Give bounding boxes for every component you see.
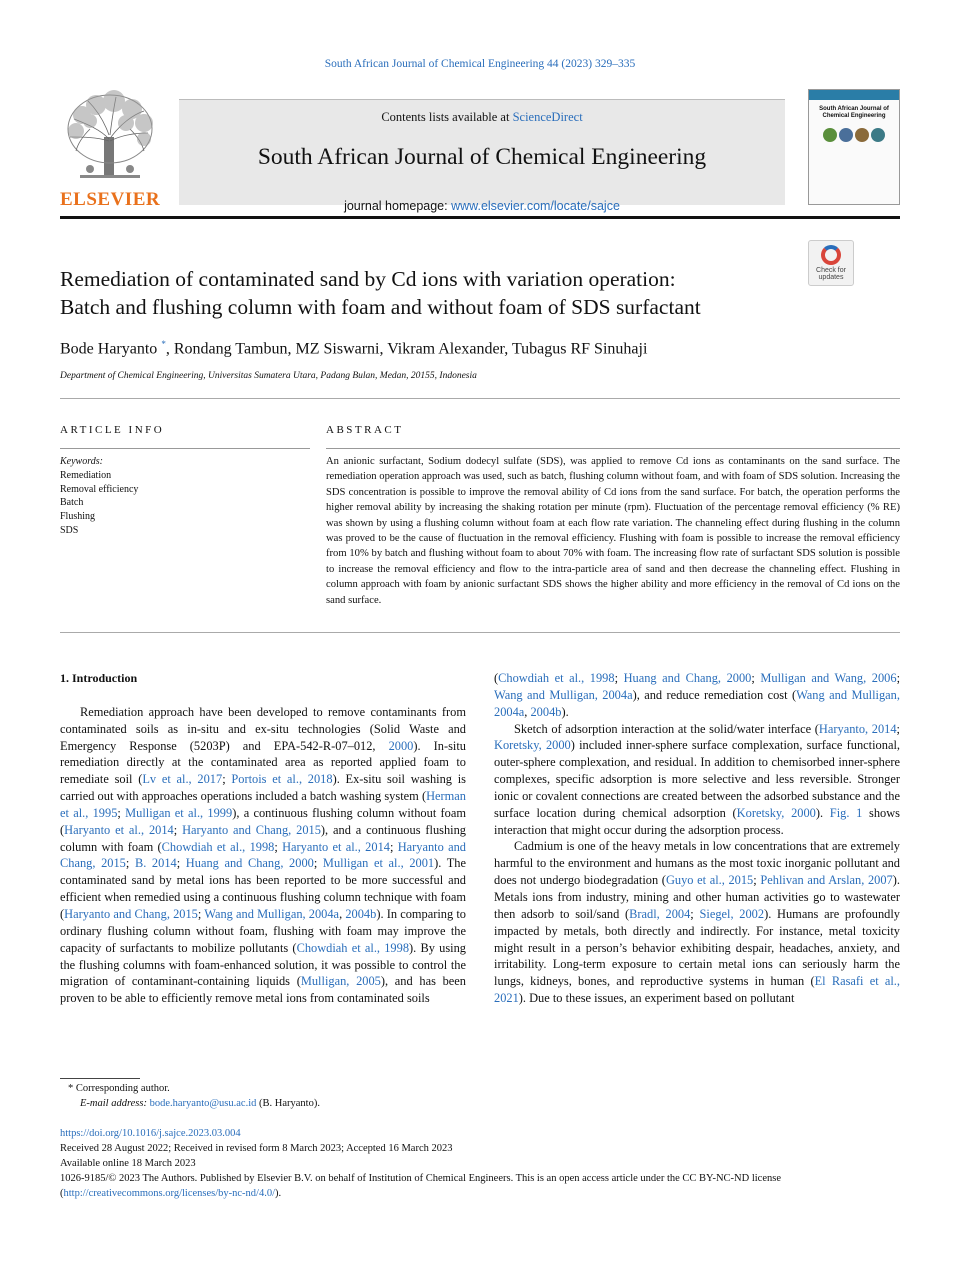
body-text: ; bbox=[222, 772, 232, 787]
footnote-rule bbox=[60, 1078, 140, 1079]
citation-link[interactable]: Haryanto et al., 2014 bbox=[64, 822, 174, 837]
article-footer bbox=[60, 1126, 900, 1201]
masthead-rule bbox=[60, 216, 900, 219]
body-text: ). In comparing to ordinary flushing column without foam, flushing with foam may improve the capacity of surfactants to mobilize pollutants ( bbox=[60, 906, 466, 955]
body-text: ), and has been proven to be able to efficiently remove metal ions from contaminated soils bbox=[60, 974, 466, 1006]
citation-link[interactable]: Koretsky, 2000 bbox=[494, 738, 571, 753]
citation-link[interactable]: 2004b bbox=[530, 704, 562, 719]
body-text: ; bbox=[176, 856, 186, 871]
header-divider bbox=[60, 398, 900, 399]
author-list bbox=[60, 339, 880, 358]
cover-images bbox=[809, 128, 899, 142]
journal-banner bbox=[179, 99, 785, 213]
paragraph bbox=[494, 838, 900, 1006]
body-right-column bbox=[494, 670, 900, 1007]
citation-link[interactable]: Koretsky, 2000 bbox=[736, 805, 816, 820]
body-text: ; bbox=[125, 856, 135, 871]
author-1[interactable]: Bode Haryanto bbox=[60, 340, 158, 358]
article-title bbox=[60, 265, 800, 321]
citation-link[interactable]: Mulligan, 2005 bbox=[300, 974, 381, 989]
paragraph bbox=[60, 704, 466, 1007]
other-authors: , Rondang Tambun, MZ Siswarni, Vikram Alexander, Tubagus RF Sinuhaji bbox=[165, 340, 648, 358]
citation-link[interactable]: Mulligan et al., 2001 bbox=[322, 856, 435, 871]
journal-name: South African Journal of Chemical Engineering bbox=[257, 144, 707, 170]
body-text: ; bbox=[614, 671, 624, 685]
cover-header-band bbox=[809, 90, 899, 100]
body-text: ). bbox=[815, 805, 830, 820]
citation-link[interactable]: Mulligan and Wang, 2006 bbox=[760, 671, 897, 685]
citation-link[interactable]: Wang and Mulligan, 2004a bbox=[494, 687, 633, 702]
license-text: 1026-9185/© 2023 The Authors. Published by Elsevier B.V. on behalf of Institution of Chemical Engineers. This is an open access article under the CC BY-NC-ND license ( bbox=[60, 1173, 781, 1199]
body-left-column bbox=[60, 670, 466, 1007]
available-online: Available online 18 March 2023 bbox=[60, 1158, 196, 1169]
section-heading-introduction: 1. Introduction bbox=[60, 671, 138, 685]
contents-line bbox=[179, 110, 785, 125]
citation-link[interactable]: Haryanto and Chang, 2015 bbox=[182, 822, 321, 837]
body-text: ; bbox=[274, 839, 283, 854]
corresponding-author-note: * Corresponding author. bbox=[68, 1083, 170, 1094]
abstract-rule bbox=[326, 448, 900, 449]
body-text: ( bbox=[494, 671, 499, 685]
keyword-item: Removal efficiency bbox=[60, 483, 139, 495]
citation-link[interactable]: Chowdiah et al., 1998 bbox=[498, 671, 615, 685]
body-text: , bbox=[339, 906, 346, 921]
license-suffix: ). bbox=[275, 1188, 282, 1199]
citation-link[interactable]: 2004b bbox=[345, 906, 377, 921]
license-statement bbox=[60, 1171, 900, 1201]
citation-link[interactable]: Herman et al., 1995 bbox=[60, 789, 466, 820]
citation-link[interactable]: Haryanto, 2014 bbox=[818, 721, 897, 736]
homepage-line bbox=[179, 199, 785, 213]
citation-link[interactable]: Mulligan et al., 1999 bbox=[125, 805, 233, 820]
email-link[interactable]: bode.haryanto@usu.ac.id bbox=[149, 1098, 257, 1109]
body-text: ; bbox=[751, 671, 761, 685]
body-text: ). Ex-situ soil washing is carried out with approaches operations included a batch washing system ( bbox=[60, 772, 466, 804]
citation-link[interactable]: Siegel, 2002 bbox=[699, 906, 765, 921]
citation-link[interactable]: El Rasafi et al., 2021 bbox=[494, 974, 900, 1006]
body-text: ; bbox=[313, 856, 323, 871]
abstract-heading: ABSTRACT bbox=[326, 424, 404, 436]
title-line-2: Batch and flushing column with foam and without foam of SDS surfactant bbox=[60, 295, 701, 319]
masthead bbox=[60, 89, 900, 219]
citation-link[interactable]: Bradl, 2004 bbox=[629, 906, 691, 921]
cover-title: South African Journal of Chemical Engineering bbox=[819, 106, 889, 119]
body-text: ; bbox=[389, 839, 398, 854]
body-text: Remediation approach have been developed to remove contaminants from contaminated soils as in-situ and ex-situ technologies (Solid Waste and Emergency Response (5203P) and EPA-542-R-07–012, bbox=[60, 704, 466, 753]
journal-cover-thumbnail[interactable] bbox=[808, 89, 900, 205]
body-text: , bbox=[524, 704, 531, 719]
citation-link[interactable]: Huang and Chang, 2000 bbox=[185, 856, 314, 871]
body-text: ; bbox=[896, 721, 900, 736]
body-text: ). By using the flushing columns with foam-enhanced solution, it was possible to control the migration of contaminant-containing liquids ( bbox=[60, 940, 466, 989]
received-dates: Received 28 August 2022; Received in revised form 8 March 2023; Accepted 16 March 2023 bbox=[60, 1143, 453, 1154]
check-updates-label: Check for updates bbox=[816, 267, 846, 281]
citation-link[interactable]: Huang and Chang, 2000 bbox=[623, 671, 752, 685]
body-text: ). Metals ions from industry, mining and other human activities go to wastewater then adsorb to soil/sand ( bbox=[494, 873, 900, 921]
body-text: ). The contaminated sand by metal ions has been reported to be more successful and efficient when remedied using a continuous flushing column technique with foam ( bbox=[60, 856, 467, 921]
paragraph bbox=[494, 670, 900, 721]
keyword-item: Batch bbox=[60, 497, 84, 509]
affiliation: Department of Chemical Engineering, Universitas Sumatera Utara, Padang Bulan, Medan, 20155, Indonesia bbox=[60, 371, 477, 381]
body-text: ; bbox=[117, 805, 126, 820]
citation-link[interactable]: Chowdiah et al., 1998 bbox=[161, 839, 275, 854]
contents-prefix: Contents lists available at bbox=[381, 110, 513, 124]
citation-link[interactable]: Wang and Mulligan, 2004a bbox=[494, 687, 900, 719]
keyword-item: SDS bbox=[60, 524, 79, 536]
abstract-text: An anionic surfactant, Sodium dodecyl sulfate (SDS), was applied to remove Cd ions as contaminants on the sand surface. The remediation operation approach was used, such as batch, flushing column without foam, and with foam of SDS solution. Increasing the SDS concentration is possible to improve the removal ability of Cd ions from the sand surface. For batch, the operation performs the higher removal ability by increasing the shaking rotation per minute (rpm). Fluctuation of the percentage removal efficiency (% RE) was shown by using a flushing column without foam at each flow rate variation. The channeling effect during flushing in the column was proved to be the cause of fluctuation in the removal efficiency. Flushing with foam is possible to increase the removal efficiency from 10% by batch and flushing without foam to about 70% with foam. The increasing flow rate of surfactant SDS solution is possible to increase the removal efficiency and flow to the intra-particle area of sand and then decrease the channeling effect. Flushing in column approach with foam by anionic surfactant SDS shows the higher ability and more efficiency in the removal of Cd ions on the sand surface. bbox=[326, 456, 900, 606]
email-suffix: (B. Haryanto). bbox=[256, 1098, 320, 1109]
article-info-rule bbox=[60, 448, 310, 449]
body-text: ; bbox=[896, 671, 901, 685]
check-for-updates-button[interactable] bbox=[808, 240, 854, 286]
body-text: ) included inner-sphere surface complexation, surface functional, outer-sphere complexation, and residual. In addition to chemisorbed inner-sphere complexes, specific adsorption is more selective and less reversible. Stronger ionic or covalent connections are created between the adsorbed substance and the surface location during chemical adsorption ( bbox=[494, 738, 900, 820]
paragraph bbox=[494, 721, 900, 839]
body-text: ). Due to these issues, an experiment based on pollutant bbox=[518, 991, 795, 1006]
citation-link[interactable]: 2000 bbox=[388, 738, 414, 753]
keyword-item: Flushing bbox=[60, 511, 96, 523]
body-text: ; bbox=[753, 873, 761, 888]
keywords-block bbox=[60, 455, 138, 538]
body-text: shows interaction that might occur during the adsorption process. bbox=[494, 805, 901, 837]
body-text: ; bbox=[690, 906, 700, 921]
license-link[interactable]: http://creativecommons.org/licenses/by-nc-nd/4.0/ bbox=[63, 1188, 276, 1199]
body-text: ). bbox=[561, 704, 569, 719]
doi-link[interactable]: https://doi.org/10.1016/j.sajce.2023.03.004 bbox=[60, 1128, 241, 1139]
corresponding-author-mark[interactable]: * bbox=[161, 339, 166, 349]
journal-citation-link[interactable]: South African Journal of Chemical Engineering 44 (2023) 329–335 bbox=[324, 58, 636, 70]
body-text: ). In-situ remediation directly at the contaminated area as reported applied foam to remediate soil ( bbox=[60, 738, 466, 787]
body-text: ; bbox=[173, 822, 183, 837]
homepage-prefix: journal homepage: bbox=[344, 199, 452, 213]
body-text: ), and reduce remediation cost ( bbox=[632, 687, 797, 702]
citation-link[interactable]: Guyo et al., 2015 bbox=[665, 873, 754, 888]
body-text: ). Humans are profoundly impacted by metals, both directly and indirectly. For instance, metal toxicity might result in a person’s behavior exhibiting despair, headaches, anxiety, and irritability. Long-term exposure to certain metal ions can seriously harm the lungs, kidneys, bones, and reproductive systems in human ( bbox=[494, 906, 900, 989]
sciencedirect-link[interactable]: ScienceDirect bbox=[512, 110, 583, 124]
citation-link[interactable]: Haryanto and Chang, 2015 bbox=[60, 839, 467, 871]
check-updates-icon bbox=[821, 245, 841, 265]
article-info-heading: ARTICLE INFO bbox=[60, 424, 165, 436]
citation-link[interactable]: Pehlivan and Arslan, 2007 bbox=[760, 873, 893, 888]
publisher-wordmark[interactable]: ELSEVIER bbox=[60, 189, 161, 210]
citation-link[interactable]: Lv et al., 2017 bbox=[142, 772, 223, 787]
email-note bbox=[80, 1097, 320, 1112]
body-text: ), and a continuous flushing column with foam ( bbox=[60, 822, 467, 854]
citation-link[interactable]: Portois et al., 2018 bbox=[231, 772, 333, 787]
email-label: E-mail address: bbox=[80, 1098, 150, 1109]
citation-link[interactable]: B. 2014 bbox=[134, 856, 177, 871]
title-line-1: Remediation of contaminated sand by Cd ions with variation operation: bbox=[60, 267, 676, 291]
citation-link[interactable]: Chowdiah et al., 1998 bbox=[296, 940, 410, 955]
citation-link[interactable]: Wang and Mulligan, 2004a bbox=[204, 906, 340, 921]
journal-homepage-link[interactable]: www.elsevier.com/locate/sajce bbox=[451, 199, 620, 213]
keyword-item: Remediation bbox=[60, 469, 112, 481]
keywords-label: Keywords: bbox=[60, 456, 103, 467]
abstract-divider bbox=[60, 632, 900, 633]
body-text: Sketch of adsorption interaction at the solid/water interface ( bbox=[514, 721, 819, 736]
body-text: ), a continuous flushing column without foam ( bbox=[60, 805, 466, 837]
body-text: Cadmium is one of the heavy metals in low concentrations that are extremely harmful to the environment and humans as the most toxic inorganic pollutant and does not undergo biodegradation ( bbox=[494, 839, 900, 888]
citation-link[interactable]: Fig. 1 bbox=[829, 805, 863, 820]
citation-link[interactable]: Haryanto et al., 2014 bbox=[282, 839, 390, 854]
body-text: ; bbox=[197, 906, 205, 921]
citation-link[interactable]: Haryanto and Chang, 2015 bbox=[64, 906, 198, 921]
